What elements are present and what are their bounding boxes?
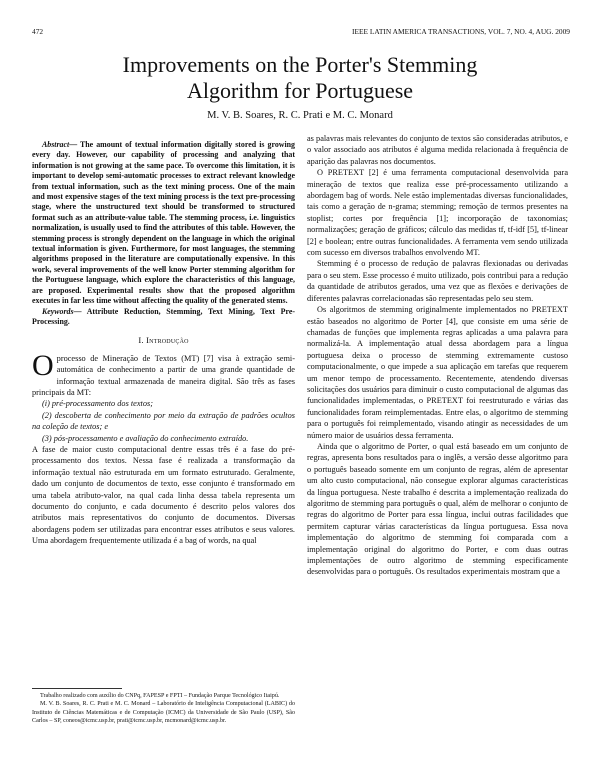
footnote-funding: Trabalho realizado com auxílio do CNPq, FAPESP e FPTI – Fundação Parque Tecnológico Itaipú. <box>40 693 280 699</box>
abstract <box>32 140 295 307</box>
abstract-text: — The amount of textual information digitally stored is growing every day. However, our capability of processing and analyzing that information is not growing at the same pace. To overcome this limitation, it is important to develop semi-automatic processes to extract relevant knowledge from textual information, such as the text mining process. One of the main and most expensive stages of the text mining process is the text pre-processing stage, where the unstructured text should be transformed to structured format such as an attribute-value table. The stemming process, i.e. linguistics normalization, is usually used to find the attributes of this table. However, the stemming process is strongly dependent on the language in which the original textual information is given. Furthermore, for most languages, the stemming algorithms proposed in the literature are computationally expensive. In this work, several improvements of the well know Porter stemming algorithm for the Portuguese language, which explore the characteristics of this language, are proposed. Experimental results show that the proposed algorithm executes in far less time without affecting the quality of the generated stems. <box>32 140 295 306</box>
list-item: (2) descoberta de conhecimento por meio da extração de padrões ocultos na coleção de textos; e <box>32 410 295 432</box>
body-paragraph: O PRETEXT [2] é uma ferramenta computacional desenvolvida para mineração de textos que realiza esse pré-processamento utilizando a abordagem bag of words. Nele estão implementadas diversas funcionalidades, tais como a geração de n-grama; stemming; remoção de termos presentes na stoplist; cortes por frequência [1]; incorporação de taxonomias; normalizações; geração de gráficos; cálculo das medidas tf, tf-idf [5], tf-linear [2] e boolean; entre outras funcionalidades. A ferramenta vem sendo utilizada com sucesso em diversos trabalhos envolvendo MT. <box>307 168 568 258</box>
body-paragraph: Os algoritmos de stemming originalmente implementados no PRETEXT estão baseados no algoritmo de Porter [4], que consiste em uma série de chamadas de funções que implementa regras aplicadas a uma palavra para normalizá-la. A implementação atual dessa abordagem para a língua portuguesa deixa o processo de stemming extremamente custoso computacionalmente, o que impede a sua aplicação em tarefas que requerem um menor tempo de processamento. Recentemente, atendendo diversas solicitações dos usuários para diminuir o custo computacional de algumas das funcionalidades implementadas, o PRETEXT foi reestruturado e várias das funcionalidades foram reimplementadas. Entre elas, o algoritmo de stemming para o português foi reimplementado, visando atingir as necessidades de um número maior de usuários dessa ferramenta. <box>307 305 568 440</box>
drop-cap: O <box>32 348 54 382</box>
title-line-1: Improvements on the Porter's Stemming <box>122 52 478 77</box>
page-number: 472 <box>32 27 44 36</box>
intro-paragraph-1 <box>32 348 295 399</box>
footnote-affiliation: M. V. B. Soares, R. C. Prati e M. C. Monard – Laboratório de Inteligência Computacional (LABIC) do Instituto de Ciências Matemáticas e de Computação (ICMC) da Universidade de São Paulo (USP), São Carlos – SP, coneos@icmc.usp.br, prati@icmc.usp.br, mcmonard@icmc.usp.br. <box>32 701 295 724</box>
title-line-2: Algorithm for Portuguese <box>186 78 414 103</box>
abstract-label: Abstract <box>42 140 70 149</box>
list-item: (i) pré-processamento dos textos; <box>42 399 153 409</box>
paper-title <box>40 52 560 104</box>
body-paragraph: as palavras mais relevantes do conjunto de textos são consideradas atributos, e o valor associado aos atributos é alguma medida relacionada à frequência de aparição das palavras nos documentos. <box>307 134 568 166</box>
list-item: (3) pós-processamento e avaliação do conhecimento extraído. <box>42 433 249 443</box>
right-column <box>307 133 568 578</box>
keywords <box>32 307 295 328</box>
left-column <box>32 140 295 547</box>
section-heading-introduction <box>32 335 295 346</box>
keywords-label: Keywords <box>42 306 74 316</box>
footnote-rule <box>32 688 122 689</box>
footnote <box>32 688 295 725</box>
running-header <box>32 27 570 39</box>
section-number: I. <box>138 335 147 346</box>
authors: M. V. B. Soares, R. C. Prati e M. C. Monard <box>207 110 393 121</box>
body-paragraph: Stemming é o processo de redução de palavras flexionadas ou derivadas para o seu stem. Esse processo é muito utilizado, pois contribui para a redução da quantidade de atributos gerados, uma vez que as flexões e derivações de diferentes palavras correlacionadas são representadas pelo seu stem. <box>307 259 568 303</box>
intro-paragraph-1-text: processo de Mineração de Textos (MT) [7] visa à extração semi-automática de conhecimento a partir de uma grande quantidade de informação textual armazenada de maneira digital. São três as fases principais da MT: <box>32 353 295 397</box>
section-title: Introdução <box>146 335 189 346</box>
journal-header: IEEE LATIN AMERICA TRANSACTIONS, VOL. 7, NO. 4, AUG. 2009 <box>352 27 570 36</box>
keywords-text: — Attribute Reduction, Stemming, Text Mining, Text Pre-Processing. <box>32 306 295 326</box>
intro-paragraph-2: A fase de maior custo computacional dentre essas três é a fase do pré-processamento dos textos. Nessa fase é realizada a transformação da informação textual não estruturada em um formato estruturado. Geralmente, dado um conjunto de documentos de texto, esse conjunto é transformado em uma tabela atributo-valor, na qual cada linha dessa tabela representa um documento do conjunto, e cada documento é descrito pelos valores dos atributos mais representativos do conjunto de documentos. Diversas abordagens podem ser utilizadas para encontrar esses atributos e seus valores. Uma abordagem frequentemente utilizada é a bag of words, na qual <box>32 444 295 546</box>
body-paragraph: Ainda que o algoritmo de Porter, o qual está baseado em um conjunto de regras, apresenta bons resultados para o inglês, a versão desse algoritmo para o português baseado somente em um conjunto de regras, além de apresentar um alto custo computacional, não consegue explorar algumas características da língua portuguesa. Neste trabalho é descrita a implementação realizada do algoritmo de stemming para português o qual, além de melhorar o conjunto de regras do algoritmo de Porter para essa língua, inclui outras facilidades que permitem capturar várias características da língua portuguesa. Essa nova implementação do algoritmo de stemming foi comparada com a implementação original do algoritmo do Porter, e com duas outras implementações de outro algoritmo de stemming especificamente desenvolvidas para o português. Os resultados experimentais mostram que a <box>307 441 568 577</box>
